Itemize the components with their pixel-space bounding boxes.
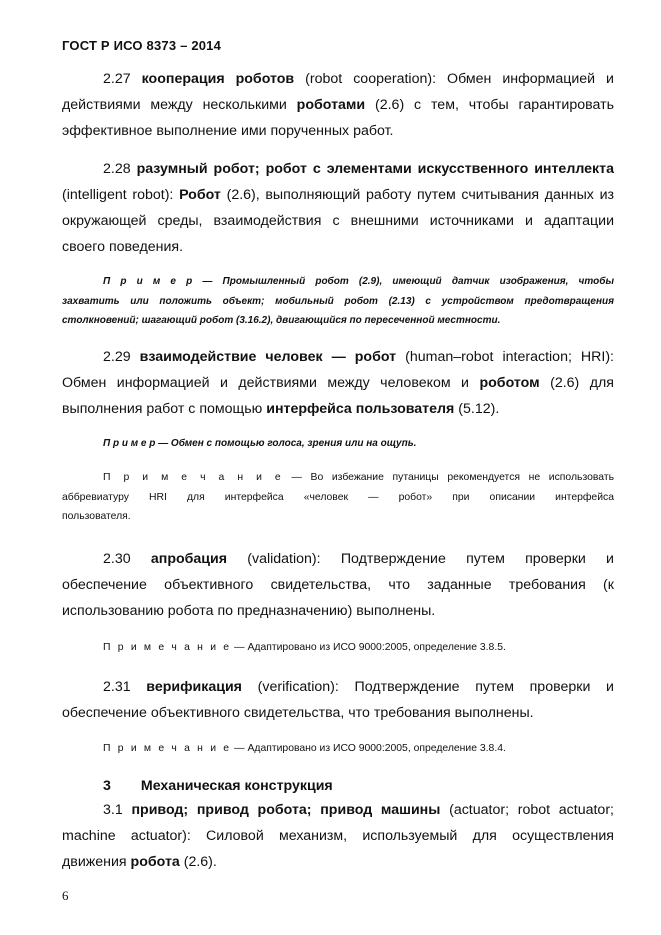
note-2-30: П р и м е ч а н и е — Адаптировано из ИСО 9000:2005, определение 3.8.5. (103, 642, 506, 653)
term-2-28: 2.28 разумный робот; робот с элементами искусственного интеллекта (intelligent robot): Робот (2.6), выполняющий работу путем считывания данных из окружающей среды, взаимодействия с внешними источниками и адаптации своего поведения. (62, 161, 615, 255)
term-2-29: 2.29 взаимодействие человек — робот (human–robot interaction; HRI): Обмен информацией и действиями между человеком и роботом (2.6) для выполнения работ с помощью интерфейса пользователя (5.12). (62, 349, 615, 417)
section-number: 3 (103, 778, 111, 794)
term-2-30: 2.30 апробация (validation): Подтверждение путем проверки и обеспечение объективного свидетельства, что заданные требования (к использованию робота по предназначению) выполнены. (62, 551, 614, 619)
term-3-1: 3.1 привод; привод робота; привод машины (actuator; robot actuator; machine actuator): Силовой механизм, используемый для осуществления движения робота (2.6). (62, 802, 614, 870)
term-2-31: 2.31 верификация (verification): Подтверждение путем проверки и обеспечение объективного свидетельства, что требования выполнены. (62, 679, 614, 721)
example-2-28: П р и м е р — Промышленный робот (2.9), имеющий датчик изображения, чтобы захватить или положить объект; мобильный робот (2.13) с устройством предотвращения столкновений; шагающий робот (3.16.2), двигающийся по пересеченной местности. (62, 276, 614, 326)
note-2-29: П р и м е ч а н и е — Во избежание путаницы рекомендуется не использовать аббревиатуру HRI для интерфейса «человек — робот» при описании интерфейса пользователя. (62, 472, 614, 522)
section-3-heading (103, 778, 333, 794)
page-number: 6 (62, 888, 69, 903)
example-2-29: П р и м е р — Обмен с помощью голоса, зрения или на ощупь. (103, 438, 417, 449)
page-header: ГОСТ Р ИСО 8373 – 2014 (62, 38, 222, 53)
section-title: Механическая конструкция (140, 778, 333, 794)
term-2-27: 2.27 кооперация роботов (robot cooperation): Обмен информацией и действиями между несколькими роботами (2.6) с тем, чтобы гарантировать эффективное выполнение ими порученных работ. (62, 71, 614, 139)
note-2-31: П р и м е ч а н и е — Адаптировано из ИСО 9000:2005, определение 3.8.4. (103, 743, 506, 754)
